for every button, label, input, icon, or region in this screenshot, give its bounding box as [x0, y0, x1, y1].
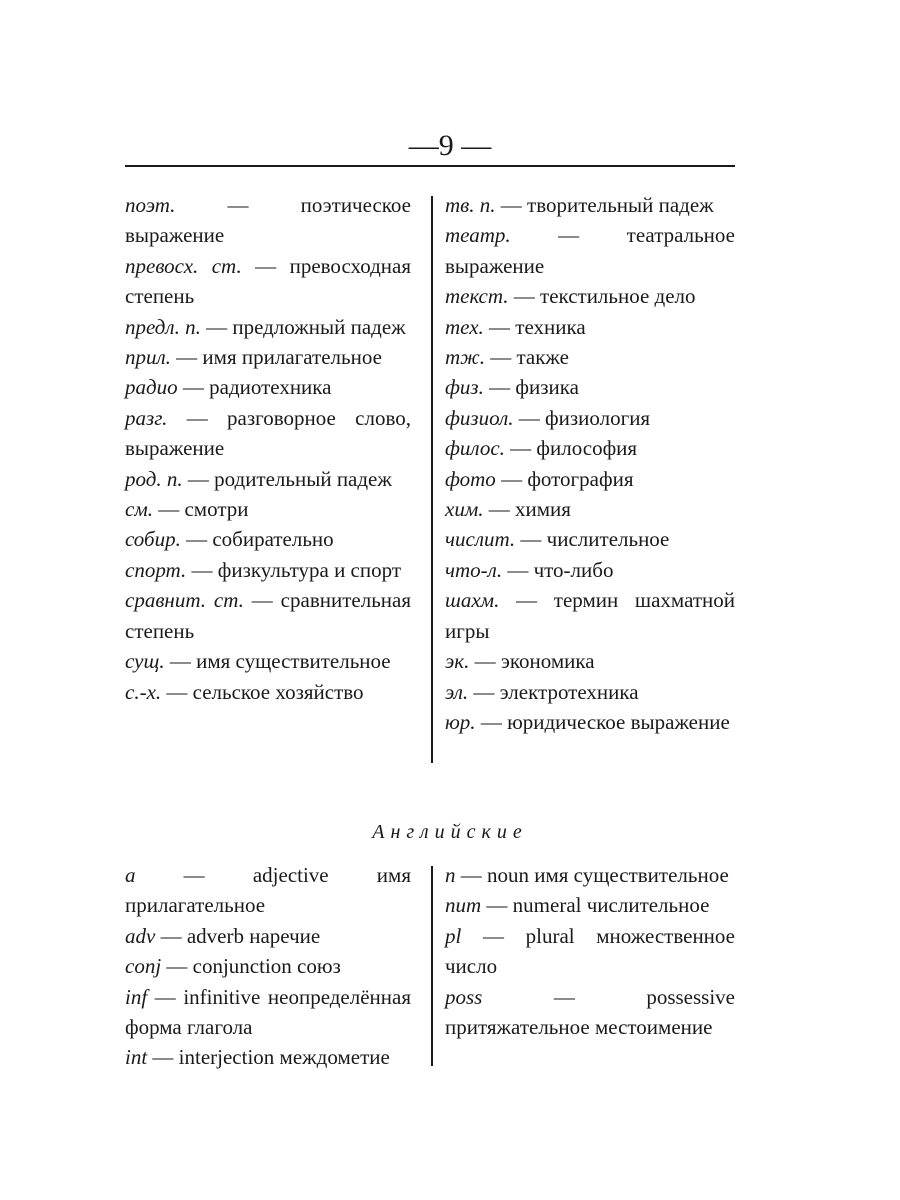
abbreviation-entry [125, 951, 411, 981]
abbreviation-definition: — физкультура и спорт [191, 557, 402, 582]
abbreviation-definition: — театральное выражение [445, 223, 735, 278]
abbreviation-definition: — экономика [474, 649, 595, 674]
abbreviation-definition: — possessive притяжательное местоимение [445, 984, 735, 1040]
abbreviation-term: conj [125, 954, 162, 979]
abbreviation-definition: — радиотехника [182, 375, 332, 400]
english-section-title: Английские [372, 821, 528, 843]
abbreviation-term: что-л. [445, 557, 503, 582]
abbreviation-entry [125, 646, 411, 676]
abbreviation-entry [125, 860, 411, 921]
abbreviation-entry [125, 555, 411, 585]
abbreviation-entry [125, 1042, 411, 1072]
abbreviation-definition: — текстильное дело [513, 284, 696, 309]
abbreviation-entry [125, 251, 411, 312]
abbreviation-definition: — numeral числительное [486, 893, 710, 918]
abbreviation-term: физиол. [445, 405, 514, 430]
abbreviation-definition: — химия [488, 497, 571, 522]
header-rule [125, 165, 735, 167]
abbreviation-entry [125, 982, 411, 1043]
abbreviation-entry [445, 677, 735, 707]
abbreviation-entry [445, 403, 735, 433]
abbreviation-definition: — физика [489, 375, 579, 400]
abbreviation-term: тв. п. [445, 193, 496, 217]
abbreviation-term: числит. [445, 527, 516, 552]
abbreviation-entry [125, 372, 411, 402]
abbreviation-entry [445, 555, 735, 585]
abbreviation-term: с.-х. [125, 679, 162, 704]
russian-left-column [125, 190, 411, 707]
abbreviation-definition: — предложный падеж [206, 314, 406, 339]
abbreviation-entry [125, 464, 411, 494]
english-left-column [125, 860, 411, 1073]
abbreviation-entry [445, 585, 735, 646]
abbreviation-term: прил. [125, 345, 171, 370]
abbreviation-term: предл. п. [125, 314, 201, 339]
abbreviation-term: физ. [445, 375, 484, 400]
abbreviation-definition: — имя существительное [169, 649, 391, 674]
abbreviation-definition: — что-либо [507, 557, 614, 582]
abbreviation-entry [445, 342, 735, 372]
abbreviation-term: собир. [125, 527, 181, 552]
abbreviation-definition: — философия [510, 436, 638, 461]
abbreviation-entry [445, 890, 735, 920]
abbreviation-term: см. [125, 497, 153, 522]
abbreviation-term: спорт. [125, 557, 187, 582]
abbreviation-definition: — смотри [158, 497, 249, 522]
abbreviation-definition: — поэтическое выражение [125, 193, 411, 248]
abbreviation-term: род. п. [125, 466, 183, 491]
abbreviation-entry [445, 433, 735, 463]
abbreviation-entry [445, 220, 735, 281]
abbreviation-definition: — творительный падеж [500, 193, 714, 217]
abbreviation-term: хим. [445, 497, 484, 522]
abbreviation-entry [125, 677, 411, 707]
abbreviation-term: превосх. ст. [125, 253, 242, 278]
abbreviation-term: a [125, 863, 136, 887]
abbreviation-term: inf [125, 984, 148, 1009]
abbreviation-term: юр. [445, 709, 476, 734]
page-number: —9 — [408, 129, 492, 162]
abbreviation-definition: — adjective имя прилагательное [125, 863, 411, 918]
abbreviation-term: adv [125, 923, 156, 948]
russian-abbreviations-block [125, 190, 735, 775]
abbreviation-entry [445, 646, 735, 676]
column-divider [431, 866, 433, 1066]
abbreviation-definition: — conjunction союз [166, 954, 341, 979]
abbreviation-definition: — юридическое выражение [480, 709, 730, 734]
abbreviation-term: текст. [445, 284, 509, 309]
abbreviation-entry [445, 707, 735, 737]
abbreviation-entry [445, 464, 735, 494]
abbreviation-definition: — interjection междометие [152, 1045, 390, 1070]
abbreviation-entry [125, 921, 411, 951]
abbreviation-term: радио [125, 375, 178, 400]
abbreviation-entry [445, 372, 735, 402]
abbreviation-term: num [445, 893, 482, 918]
abbreviation-definition: — adverb наречие [160, 923, 321, 948]
abbreviation-term: фото [445, 466, 496, 491]
russian-right-column [445, 190, 735, 737]
abbreviation-term: театр. [445, 223, 511, 248]
english-abbreviations-block [125, 860, 735, 1080]
abbreviation-definition: — родительный падеж [187, 466, 392, 491]
abbreviation-definition: — сельское хозяйство [166, 679, 364, 704]
abbreviation-term: n [445, 863, 456, 887]
abbreviation-term: тех. [445, 314, 484, 339]
column-divider [431, 196, 433, 763]
abbreviation-term: разг. [125, 405, 168, 430]
abbreviation-definition: — физиология [518, 405, 651, 430]
abbreviation-entry [445, 860, 735, 890]
abbreviation-definition: — превосходная степень [125, 253, 411, 309]
abbreviation-entry [125, 585, 411, 646]
abbreviation-definition: — термин шахматной игры [445, 588, 735, 643]
abbreviation-entry [125, 312, 411, 342]
abbreviation-entry [125, 190, 411, 251]
abbreviation-entry [445, 190, 735, 220]
english-right-column [445, 860, 735, 1042]
abbreviation-term: шахм. [445, 588, 500, 613]
abbreviation-term: тж. [445, 345, 485, 370]
abbreviation-entry [445, 494, 735, 524]
abbreviation-term: poss [445, 984, 483, 1009]
abbreviation-term: int [125, 1045, 148, 1070]
abbreviation-entry [445, 312, 735, 342]
abbreviation-definition: — noun имя существительное [460, 863, 729, 887]
abbreviation-entry [125, 524, 411, 554]
abbreviation-term: эк. [445, 649, 470, 674]
abbreviation-entry [125, 494, 411, 524]
abbreviation-term: сравнит. ст. [125, 588, 244, 613]
abbreviation-definition: — техника [489, 314, 586, 339]
abbreviation-entry [445, 982, 735, 1043]
abbreviation-definition: — infinitive неопределённая форма глагола [125, 984, 411, 1040]
abbreviation-definition: — имя прилагательное [176, 345, 382, 370]
abbreviation-entry [445, 281, 735, 311]
abbreviation-term: поэт. [125, 193, 176, 217]
abbreviation-definition: — электротехника [473, 679, 639, 704]
abbreviation-term: сущ. [125, 649, 165, 674]
abbreviation-definition: — фотография [501, 466, 634, 491]
abbreviation-entry [445, 524, 735, 554]
abbreviation-definition: — plural множественное число [445, 923, 735, 979]
abbreviation-entry [125, 342, 411, 372]
abbreviation-definition: — разговорное слово, выражение [125, 405, 411, 461]
abbreviation-term: pl [445, 923, 462, 948]
abbreviation-definition: — сравнительная степень [125, 588, 411, 643]
abbreviation-definition: — числительное [520, 527, 670, 552]
abbreviation-term: эл. [445, 679, 469, 704]
abbreviation-definition: — собирательно [186, 527, 334, 552]
abbreviation-entry [445, 921, 735, 982]
abbreviation-term: филос. [445, 436, 505, 461]
abbreviation-definition: — также [490, 345, 569, 370]
abbreviation-entry [125, 403, 411, 464]
